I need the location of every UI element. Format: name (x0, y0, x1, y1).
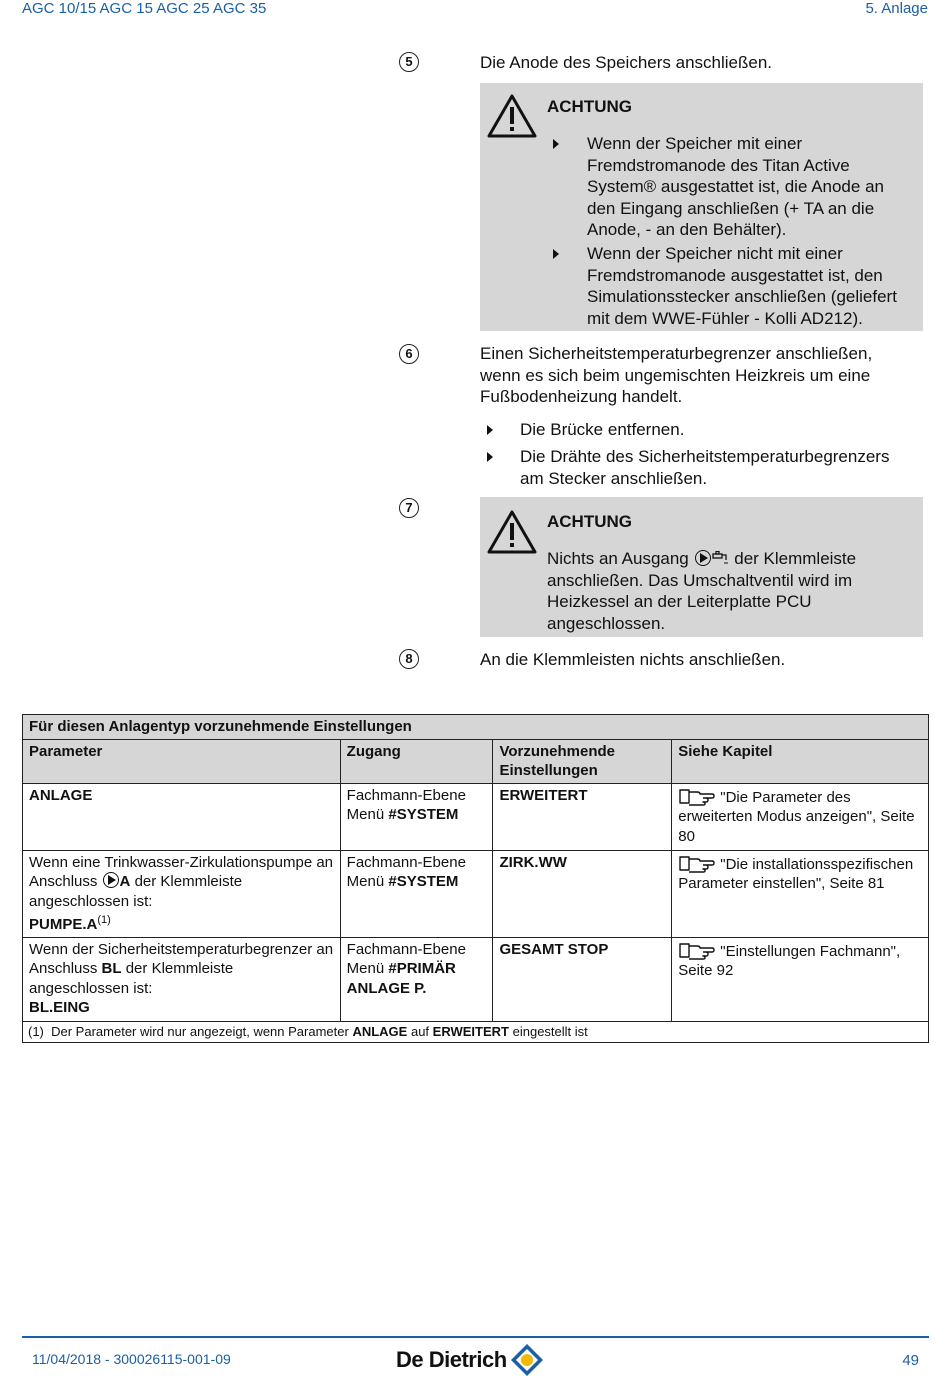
footer-divider (22, 1336, 929, 1338)
warning-triangle-icon (486, 93, 538, 139)
pointing-hand-icon (678, 853, 716, 873)
warning-title: ACHTUNG (547, 97, 632, 116)
table-header-row (23, 739, 929, 783)
table-row (23, 937, 929, 1021)
step-number-8: 8 (399, 649, 419, 669)
pointing-hand-icon (678, 786, 716, 806)
table-row (23, 783, 929, 850)
access-cell: Fachmann-Ebene Menü #SYSTEM (340, 783, 493, 850)
column-header: Parameter (23, 739, 341, 783)
bullet-arrow-icon (487, 425, 493, 435)
column-header: Siehe Kapitel (672, 739, 929, 783)
step-8-text: An die Klemmleisten nichts anschließen. (480, 650, 786, 669)
step-number-6: 6 (399, 344, 419, 364)
page-number: 49 (902, 1352, 919, 1369)
chapter-title: 5. Anlage (865, 0, 928, 17)
pump-icon (695, 550, 711, 566)
warning-box-anode: ACHTUNG Wenn der Speicher mit einer Fremdstromanode des Titan Active System® ausgestattet ist, die Anode an den Eingang anschließen (+ TA an die Anode, - an den Behälter). Wenn der Speicher nicht mit einer Fremdstromanode ausgestattet ist, den Simulationsstecker anschließen (geliefert mit dem WWE-Fühler - Kolli AD212). (480, 83, 923, 331)
brand-name: De Dietrich (396, 1347, 507, 1372)
table-caption-row (23, 715, 929, 740)
step-6-text: Einen Sicherheitstemperaturbegrenzer anschließen, wenn es sich beim ungemischten Heizkreis um eine Fußbodenheizung handelt. (480, 344, 873, 406)
step-number-5: 5 (399, 52, 419, 72)
parameter-cell: Wenn eine Trinkwasser-Zirkulationspumpe an Anschluss A der Klemmleiste angeschlossen ist: $PUMPE.A^{(1)}$ (23, 850, 341, 937)
warning-title: ACHTUNG (547, 512, 632, 531)
brand-logo (396, 1343, 544, 1377)
brand-diamond-icon (510, 1343, 544, 1377)
warning-triangle-icon (486, 509, 538, 555)
table-footnote: (1) Der Parameter wird nur angezeigt, wenn Parameter ANLAGE auf ERWEITERT eingestellt ist (23, 1021, 929, 1042)
setting-cell: ERWEITERT (493, 783, 672, 850)
reference-cell: "Die installationsspezifischen Parameter einstellen", Seite 81 (672, 850, 929, 937)
pump-icon (103, 872, 119, 888)
warning-text: Nichts an Ausgang der Klemmleiste anschließen. Das Umschaltventil wird im Heizkessel an der Leiterplatte PCU angeschlossen. (547, 549, 857, 633)
column-header: Vorzunehmende Einstellungen (493, 739, 672, 783)
table-caption: Für diesen Anlagentyp vorzunehmende Einstellungen (23, 715, 929, 740)
pointing-hand-icon (678, 940, 716, 960)
hot-water-tap-icon (712, 551, 730, 565)
access-cell: Fachmann-Ebene Menü #SYSTEM (340, 850, 493, 937)
parameter-cell: ANLAGE (23, 783, 341, 850)
reference-cell: "Die Parameter des erweiterten Modus anzeigen", Seite 80 (672, 783, 929, 850)
column-header: Zugang (340, 739, 493, 783)
parameter-cell: Wenn der Sicherheitstemperaturbegrenzer an Anschluss BL der Klemmleiste angeschlossen ist: BL.EING (23, 937, 341, 1021)
step-number-7: 7 (399, 498, 419, 518)
step-5-text: Die Anode des Speichers anschließen. (480, 53, 773, 72)
warning-box-output (480, 497, 923, 637)
settings-table (22, 714, 929, 1043)
bullet-arrow-icon (487, 452, 493, 462)
reference-cell: "Einstellungen Fachmann", Seite 92 (672, 937, 929, 1021)
table-footnote-row (23, 1021, 929, 1042)
table-row (23, 850, 929, 937)
access-cell: Fachmann-Ebene Menü #PRIMÄR ANLAGE P. (340, 937, 493, 1021)
setting-cell: GESAMT STOP (493, 937, 672, 1021)
footer-date-docnumber: 11/04/2018 - 300026115-001-09 (32, 1351, 231, 1367)
doc-title: AGC 10/15 AGC 15 AGC 25 AGC 35 (22, 0, 267, 17)
setting-cell: ZIRK.WW (493, 850, 672, 937)
bullet-arrow-icon (553, 139, 559, 149)
bullet-arrow-icon (553, 249, 559, 259)
